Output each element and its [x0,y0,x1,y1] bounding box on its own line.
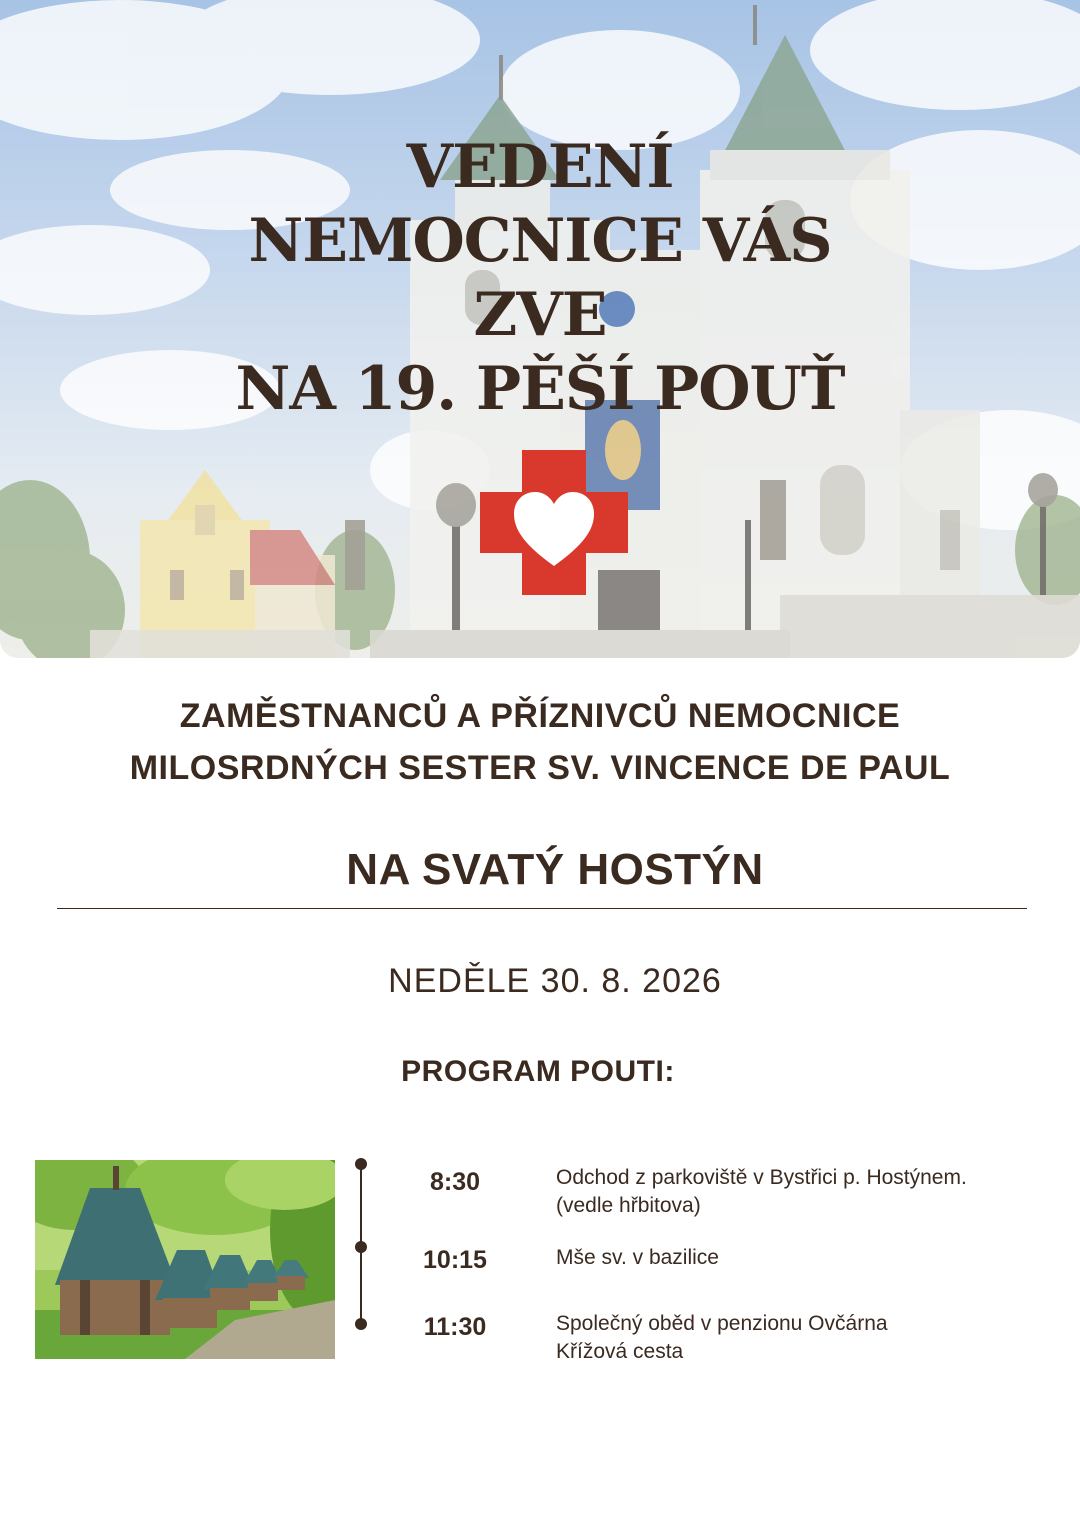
hero-title-line: NEMOCNICE VÁS [248,206,832,276]
heart-cross-icon [480,450,628,595]
organizer-subtitle [0,690,1080,794]
event-time: 8:30 [429,1168,481,1196]
timeline-dot [355,1158,367,1170]
hero-title [0,130,1080,426]
timeline-dot [355,1318,367,1330]
timeline-dot [355,1241,367,1253]
hero-banner [0,0,1080,658]
program-heading: PROGRAM POUTI: [401,1055,675,1088]
event-time: 10:15 [423,1246,487,1274]
timeline [354,1158,368,1334]
event-date: NEDĚLE 30. 8. 2026 [388,962,722,1000]
divider [57,908,1027,909]
event-time: 11:30 [423,1313,487,1341]
subtitle-line: ZAMĚSTNANCŮ A PŘÍZNIVCŮ NEMOCNICE [179,697,901,735]
event-description: Mše sv. v bazilice [556,1246,719,1269]
hero-title-line: ZVE [473,280,607,350]
hero-title-line: NA 19. PĚŠÍ POUŤ [235,354,845,424]
chapels-photo [35,1160,335,1359]
hero-title-line: VEDENÍ [406,132,674,202]
destination-heading: NA SVATÝ HOSTÝN [346,845,764,894]
event-description: Společný oběd v penzionu Ovčárna Křížová cesta [556,1312,888,1363]
subtitle-line: MILOSRDNÝCH SESTER SV. VINCENCE DE PAUL [129,749,951,787]
event-description: Odchod z parkoviště v Bystřici p. Hostýnem. (vedle hřbitova) [556,1166,967,1217]
